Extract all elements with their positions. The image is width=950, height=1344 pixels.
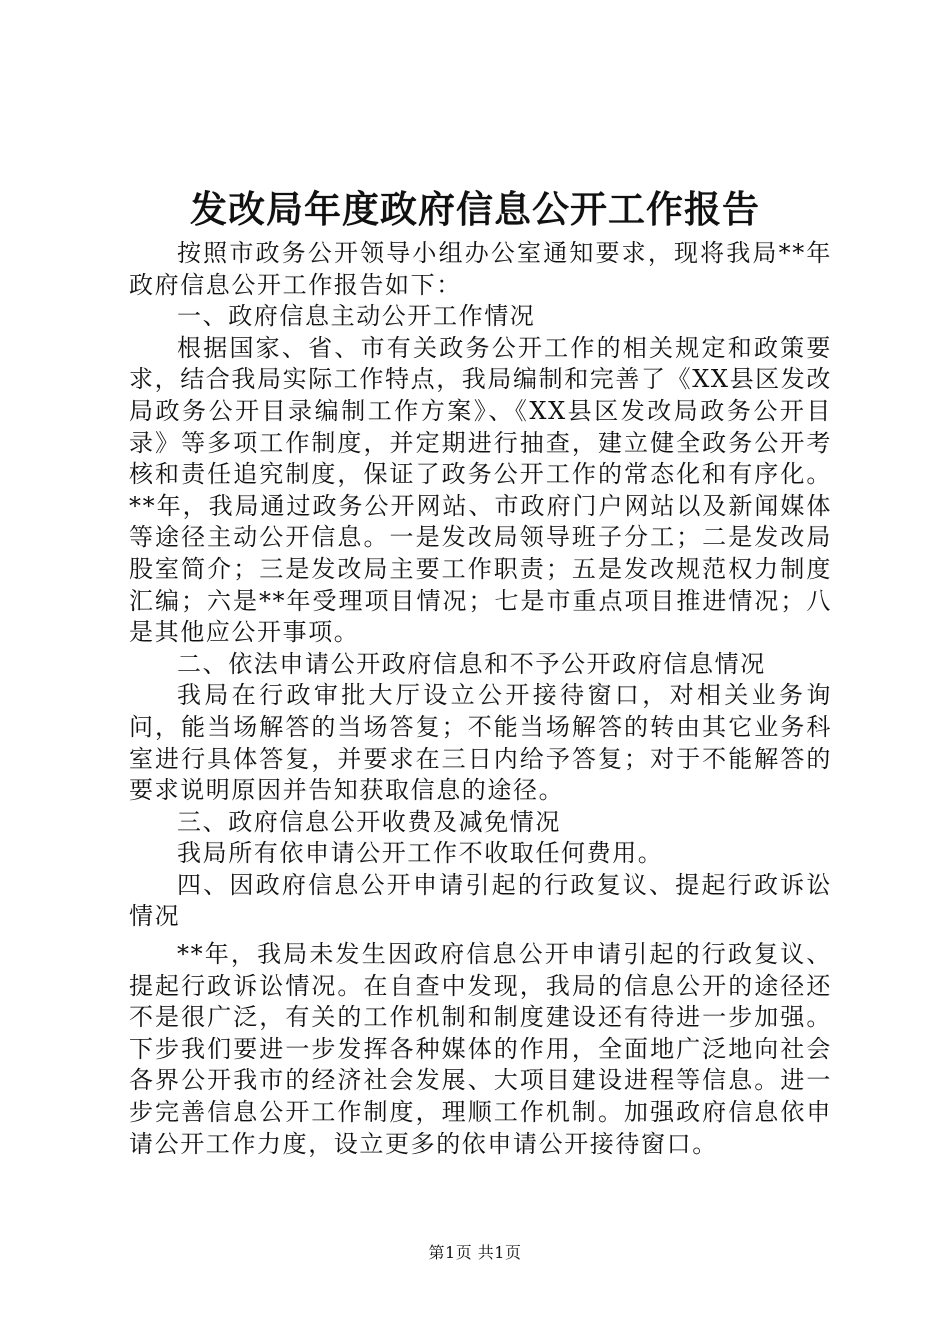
section-heading-2: 二、依法申请公开政府信息和不予公开政府信息情况 [177,649,766,678]
document-body [129,238,832,1160]
page-footer: 第1页 共1页 [428,1243,522,1262]
intro-paragraph: 按照市政务公开领导小组办公室通知要求，现将我局**年政府信息公开工作报告如下： [129,239,832,299]
section-heading-3: 三、政府信息公开收费及减免情况 [177,807,561,836]
section-heading-1: 一、政府信息主动公开工作情况 [177,302,536,331]
section-3-paragraph: 我局所有依申请公开工作不收取任何费用。 [177,839,664,868]
section-4-paragraph: **年，我局未发生因政府信息公开申请引起的行政复议、提起行政诉讼情况。在自查中发现，我局的信息公开的途径还不是很广泛，有关的工作机制和制度建设还有待进一步加强。下步我们要进一步发挥各种媒体的作用，全面地广泛地向社会各界公开我市的经济社会发展、大项目建设进程等信息。进一步完善信息公开工作制度，理顺工作机制。加强政府信息依申请公开工作力度，设立更多的依申请公开接待窗口。 [129,940,832,1158]
section-2-paragraph: 我局在行政审批大厅设立公开接待窗口，对相关业务询问，能当场解答的当场答复；不能当场解答的转由其它业务科室进行具体答复，并要求在三日内给予答复；对于不能解答的要求说明原因并告知获取信息的途径。 [129,681,832,805]
document-title: 发改局年度政府信息公开工作报告 [190,187,760,231]
section-heading-4: 四、因政府信息公开申请引起的行政复议、提起行政诉讼情况 [129,870,832,931]
section-1-paragraph: 根据国家、省、市有关政务公开工作的相关规定和政策要求，结合我局实际工作特点，我局编制和完善了《XX县区发改局政务公开目录编制工作方案》、《XX县区发改局政务公开目录》等多项工作制度，并定期进行抽查，建立健全政务公开考核和责任追究制度，保证了政务公开工作的常态化和有序化。**年，我局通过政务公开网站、市政府门户网站以及新闻媒体等途径主动公开信息。一是发改局领导班子分工；二是发改局股室简介；三是发改局主要工作职责；五是发改规范权力制度汇编；六是**年受理项目情况；七是市重点项目推进情况；八是其他应公开事项。 [129,333,832,647]
